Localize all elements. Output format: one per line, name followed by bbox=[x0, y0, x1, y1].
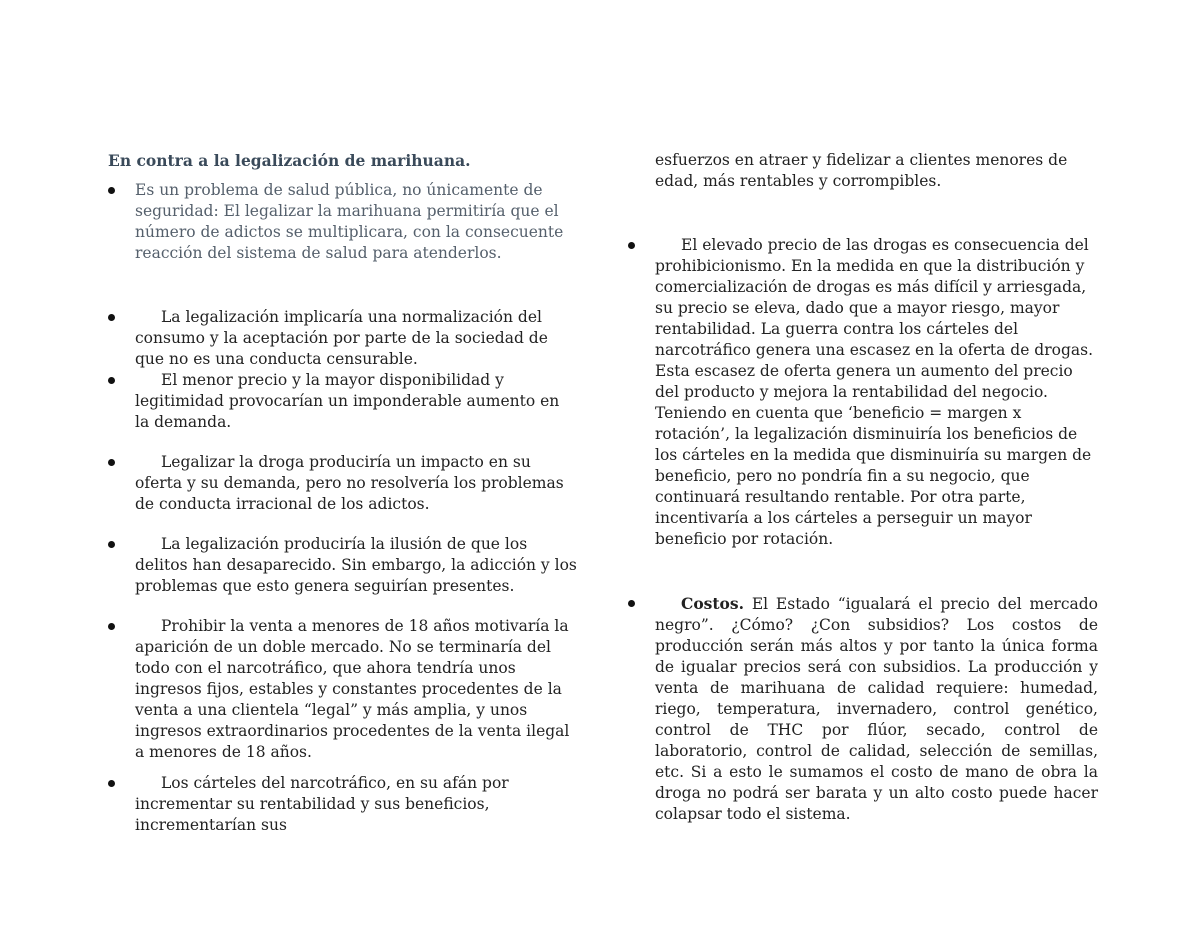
list-item bbox=[108, 370, 578, 433]
bullet-icon bbox=[108, 541, 115, 548]
list-item bbox=[628, 235, 1098, 550]
section-heading: En contra a la legalización de marihuana. bbox=[108, 151, 471, 170]
list-item bbox=[108, 307, 578, 370]
list-item-text: La legalización implicaría una normalización del consumo y la aceptación por parte de la sociedad de que no es una conducta censurable. bbox=[135, 308, 548, 368]
left-column bbox=[108, 150, 578, 836]
list-item bbox=[108, 616, 578, 763]
list-item bbox=[628, 593, 1098, 825]
continued-text: esfuerzos en atraer y fidelizar a clientes menores de edad, más rentables y corrompibles. bbox=[655, 151, 1068, 190]
bullet-icon bbox=[108, 314, 115, 321]
bullet-icon bbox=[108, 623, 115, 630]
list-item bbox=[108, 773, 578, 836]
list-item-text: El Estado “igualará el precio del mercado negro”. ¿Cómo? ¿Con subsidios? Los costos de producción serán más altos y por tanto la única forma de igualar precios será con subsidios. La producción y venta de marihuana de calidad requiere: humedad, riego, temperatura, invernadero, control genético, control de THC por flúor, secado, control de laboratorio, control de calidad, selección de semillas, etc. Si a esto le sumamos el costo de mano de obra la droga no podrá ser barata y un alto costo puede hacer colapsar todo el sistema. bbox=[655, 595, 1098, 823]
bullet-icon bbox=[108, 377, 115, 384]
costs-label: Costos. bbox=[681, 594, 745, 613]
list-item bbox=[108, 452, 578, 515]
bullet-icon bbox=[108, 187, 115, 194]
list-item-text: Los cárteles del narcotráfico, en su afán por incrementar su rentabilidad y sus beneficios, incrementarían sus bbox=[135, 774, 509, 834]
list-item-text: El elevado precio de las drogas es consecuencia del prohibicionismo. En la medida en que la distribución y comercialización de drogas es más difícil y arriesgada, su precio se eleva, dado que a mayor riesgo, mayor rentabilidad. La guerra contra los cárteles del narcotráfico genera una escasez en la oferta de drogas. Esta escasez de oferta genera un aumento del precio del producto y mejora la rentabilidad del negocio. Teniendo en cuenta que ‘beneficio = margen x rotación’, la legalización disminuiría los beneficios de los cárteles en la medida que disminuiría su margen de beneficio, pero no pondría fin a su negocio, que continuará resultando rentable. Por otra parte, incentivaría a los cárteles a perseguir un mayor beneficio por rotación. bbox=[655, 236, 1094, 548]
list-item bbox=[108, 180, 578, 264]
bullet-icon bbox=[628, 600, 635, 607]
list-item-text: Es un problema de salud pública, no únicamente de seguridad: El legalizar la marihuana permitiría que el número de adictos se multiplicara, con la consecuente reacción del sistema de salud para atenderlos. bbox=[135, 181, 564, 262]
list-item-text: Legalizar la droga produciría un impacto en su oferta y su demanda, pero no resolvería los problemas de conducta irracional de los adictos. bbox=[135, 453, 564, 513]
list-item bbox=[108, 534, 578, 597]
bullet-icon bbox=[108, 780, 115, 787]
list-item-text: La legalización produciría la ilusión de que los delitos han desaparecido. Sin embargo, la adicción y los problemas que esto genera seguirían presentes. bbox=[135, 535, 577, 595]
bullet-icon bbox=[628, 242, 635, 249]
list-item-text: El menor precio y la mayor disponibilidad y legitimidad provocarían un imponderable aumento en la demanda. bbox=[135, 371, 560, 431]
right-column bbox=[628, 150, 1098, 825]
bullet-icon bbox=[108, 459, 115, 466]
list-item-text: Prohibir la venta a menores de 18 años motivaría la aparición de un doble mercado. No se terminaría del todo con el narcotráfico, que ahora tendría unos ingresos fijos, estables y constantes procedentes de la venta a una clientela “legal” y más amplia, y unos ingresos extraordinarios procedentes de la venta ilegal a menores de 18 años. bbox=[135, 617, 570, 761]
